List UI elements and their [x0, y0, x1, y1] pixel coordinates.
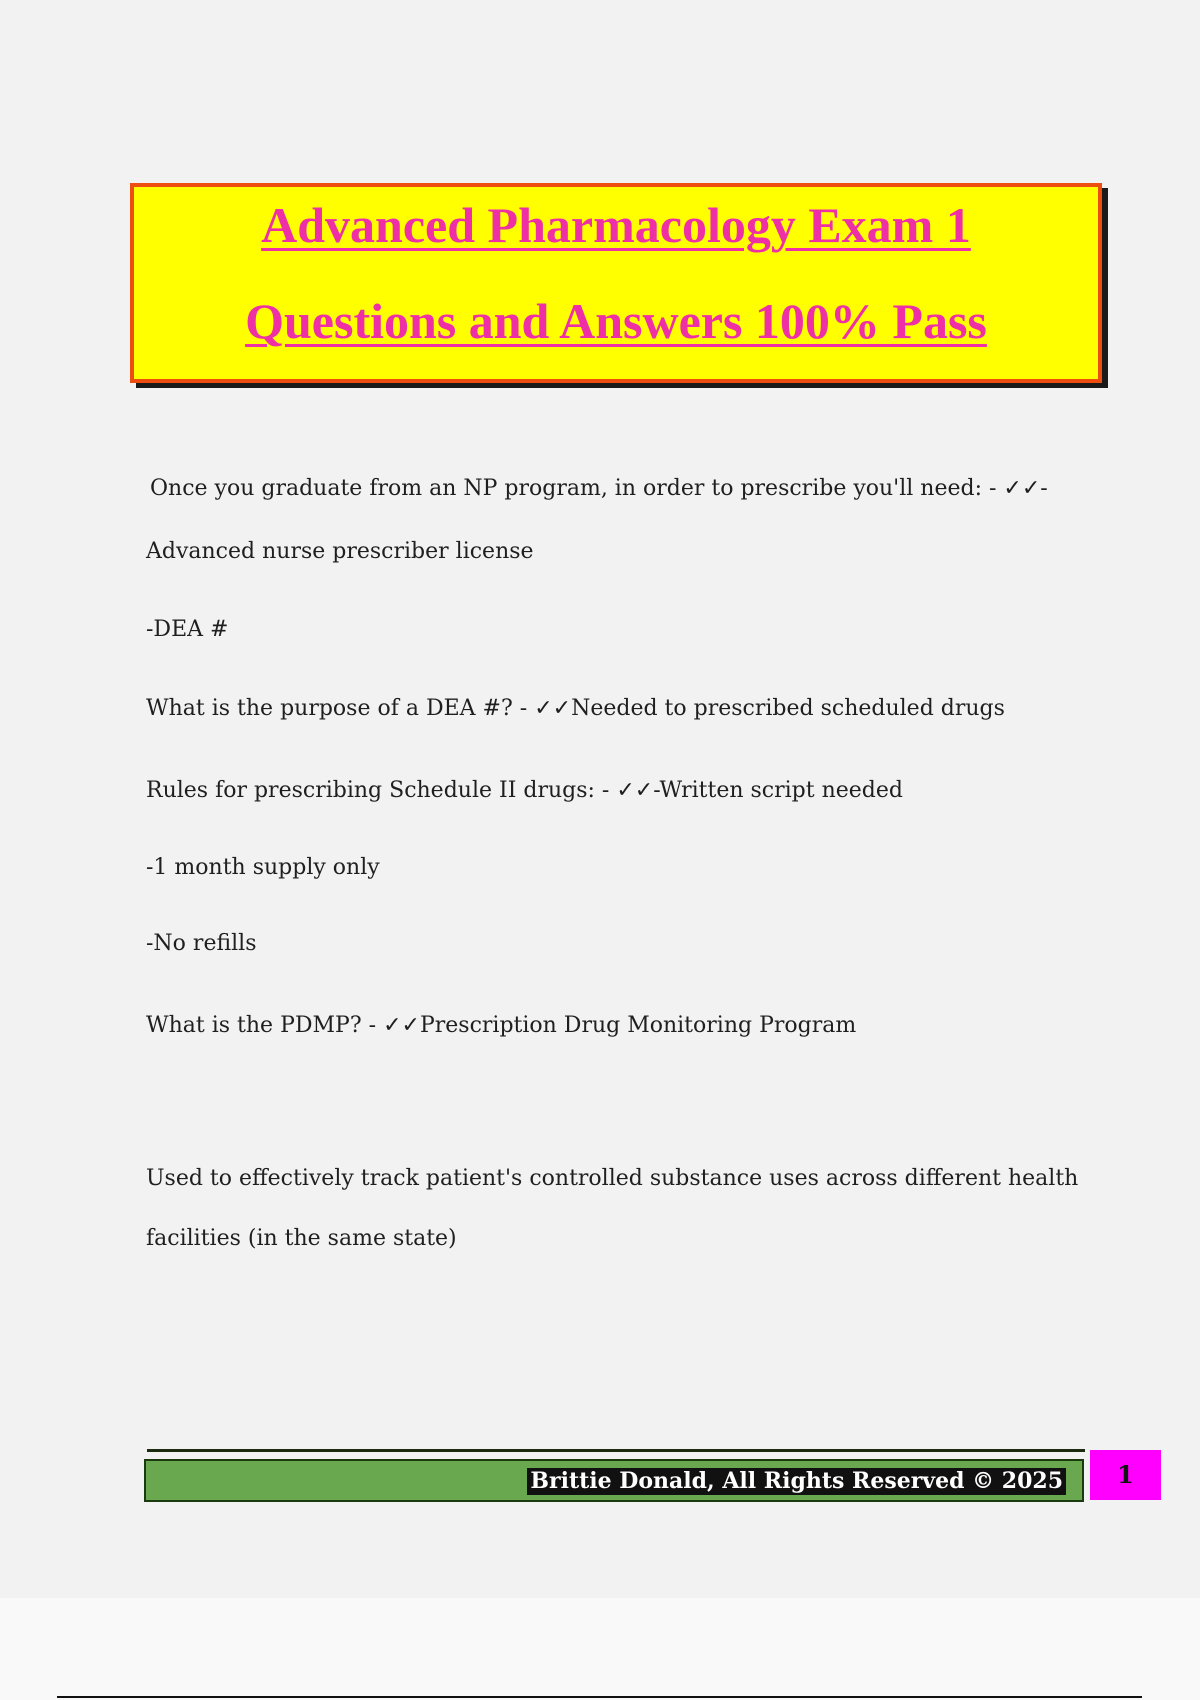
- bottom-divider: [57, 1696, 1142, 1698]
- checkmark-icon: ✓✓: [383, 1013, 420, 1038]
- question-line: Rules for prescribing Schedule II drugs: - ✓✓-Written script needed: [146, 778, 903, 803]
- title-line-1: Advanced Pharmacology Exam 1: [261, 197, 971, 253]
- title-line-2: Questions and Answers 100% Pass: [245, 293, 987, 349]
- title-box: [130, 183, 1102, 383]
- footer-bar: [144, 1459, 1084, 1502]
- question-line: What is the PDMP? - ✓✓Prescription Drug Monitoring Program: [146, 1013, 857, 1038]
- answer-line: Advanced nurse prescriber license: [146, 539, 534, 564]
- page-number: 1: [1117, 1460, 1134, 1489]
- answer-line: -DEA #: [146, 617, 229, 642]
- page-number-box: [1090, 1450, 1161, 1500]
- answer-line: -No refills: [146, 931, 257, 956]
- checkmark-icon: ✓✓: [534, 696, 572, 721]
- answer-line: facilities (in the same state): [146, 1226, 457, 1251]
- checkmark-icon: ✓✓: [1003, 476, 1041, 501]
- checkmark-icon: ✓✓: [616, 778, 654, 803]
- question-line: What is the purpose of a DEA #? - ✓✓Needed to prescribed scheduled drugs: [146, 696, 1005, 721]
- copyright-text: Brittie Donald, All Rights Reserved © 2025: [527, 1468, 1066, 1495]
- answer-line: -1 month supply only: [146, 855, 380, 880]
- answer-line: Used to effectively track patient's controlled substance uses across different health: [146, 1166, 1079, 1191]
- footer-divider: [147, 1449, 1085, 1452]
- question-line: Once you graduate from an NP program, in order to prescribe you'll need: - ✓✓-: [150, 476, 1048, 501]
